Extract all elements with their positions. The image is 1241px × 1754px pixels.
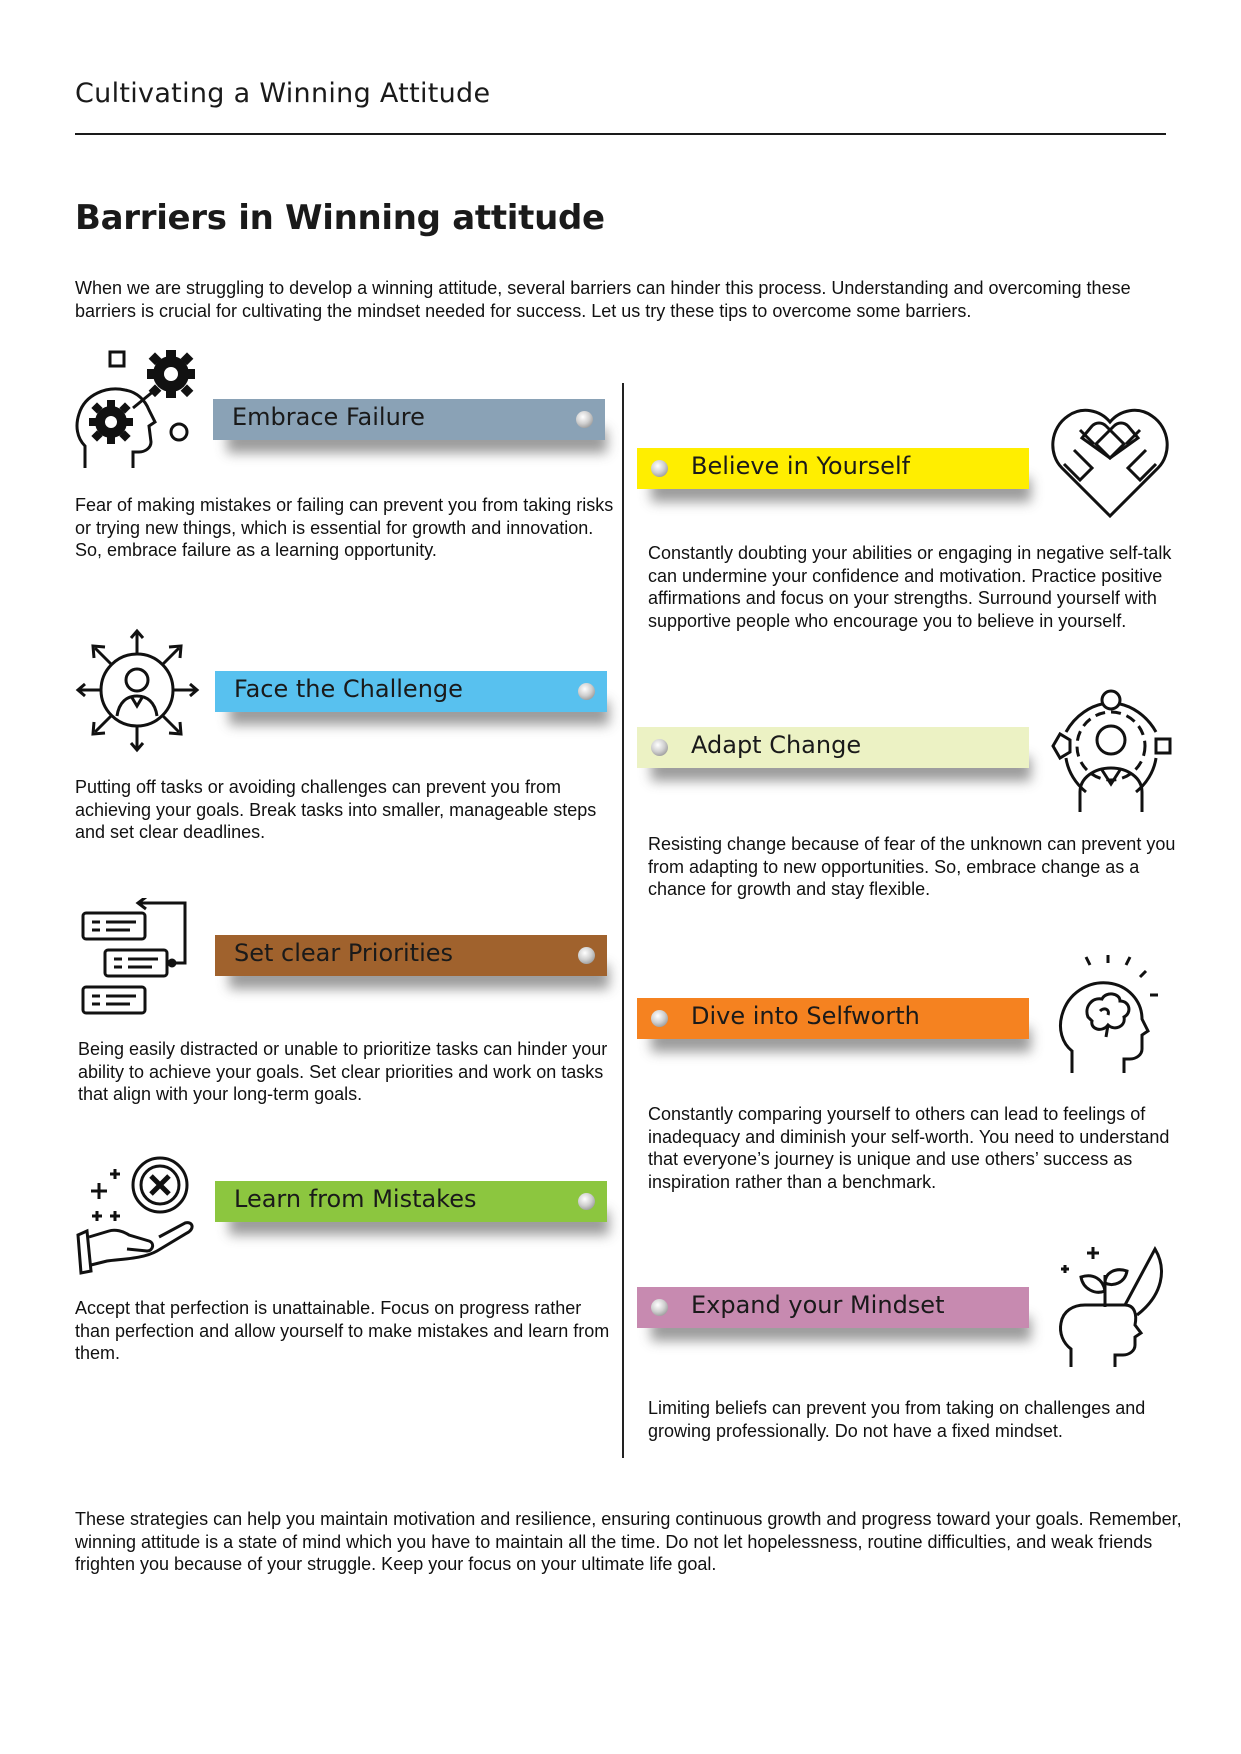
page-title: Barriers in Winning attitude bbox=[75, 198, 605, 238]
head-brain-icon bbox=[1058, 955, 1168, 1075]
adapt-change-title: Adapt Change bbox=[691, 731, 862, 759]
document-header-title: Cultivating a Winning Attitude bbox=[75, 78, 491, 109]
priority-list-icon bbox=[80, 898, 192, 1020]
banner-hole-icon bbox=[651, 460, 668, 477]
person-gear-icon bbox=[1050, 688, 1172, 814]
hand-mistake-icon bbox=[75, 1155, 200, 1275]
dive-selfworth-text: Constantly comparing yourself to others can lead to feelings of inadequacy and diminish your self-worth. You need to understand that everyone’s journey is unique and use others’ success as inspiration rather than a benchmark. bbox=[648, 1104, 1170, 1192]
believe-yourself-title: Believe in Yourself bbox=[691, 452, 911, 480]
expand-mindset-title: Expand your Mindset bbox=[691, 1291, 945, 1319]
head-plant-icon bbox=[1055, 1245, 1167, 1369]
face-challenge-banner bbox=[215, 671, 607, 712]
banner-hole-icon bbox=[651, 739, 668, 756]
banner-hole-icon bbox=[651, 1299, 668, 1316]
banner-hole-icon bbox=[576, 411, 593, 428]
learn-mistakes-text: Accept that perfection is unattainable. Focus on progress rather than perfection and allow yourself to make mistakes and learn from them. bbox=[75, 1298, 610, 1363]
set-priorities-text: Being easily distracted or unable to prioritize tasks can hinder your ability to achieve your goals. Set clear priorities and work on tasks that align with your long-term goals. bbox=[78, 1039, 608, 1104]
embrace-failure-text: Fear of making mistakes or failing can prevent you from taking risks or trying new things, which is essential for growth and innovation. So, embrace failure as a learning opportunity. bbox=[75, 495, 614, 560]
believe-yourself-text: Constantly doubting your abilities or engaging in negative self-talk can undermine your confidence and motivation. Practice positive affirmations and focus on your strengths. Surround yourself with supportive people who encourage you to believe in yourself. bbox=[648, 543, 1172, 631]
header-rule bbox=[75, 133, 1166, 135]
adapt-change-text: Resisting change because of fear of the unknown can prevent you from adapting to new opportunities. So, embrace change as a chance for growth and stay flexible. bbox=[648, 834, 1176, 899]
believe-yourself-banner bbox=[637, 448, 1029, 489]
embrace-failure-banner bbox=[213, 399, 605, 440]
banner-hole-icon bbox=[578, 947, 595, 964]
set-priorities-title: Set clear Priorities bbox=[234, 939, 454, 967]
head-gears-icon bbox=[75, 348, 200, 470]
column-divider bbox=[622, 383, 624, 1458]
embrace-failure-title: Embrace Failure bbox=[232, 403, 425, 431]
expand-mindset-text: Limiting beliefs can prevent you from taking on challenges and growing professionally. Do not have a fixed mindset. bbox=[648, 1398, 1146, 1441]
closing-paragraph: These strategies can help you maintain motivation and resilience, ensuring continuous growth and progress toward your goals. Remember, winning attitude is a state of mind which you have to maintain all the time. Do not let hopelessness, routine difficulties, and weak friends frighten you because of your struggle. Keep your focus on your ultimate life goal. bbox=[75, 1509, 1182, 1574]
heart-hands-icon bbox=[1050, 400, 1170, 518]
banner-hole-icon bbox=[578, 683, 595, 700]
face-challenge-title: Face the Challenge bbox=[234, 675, 463, 703]
dive-selfworth-title: Dive into Selfworth bbox=[691, 1002, 920, 1030]
learn-mistakes-title: Learn from Mistakes bbox=[234, 1185, 477, 1213]
face-challenge-text: Putting off tasks or avoiding challenges can prevent you from achieving your goals. Break tasks into smaller, manageable steps and set clear deadlines. bbox=[75, 777, 597, 842]
expand-mindset-banner bbox=[637, 1287, 1029, 1328]
set-priorities-banner bbox=[215, 935, 607, 976]
learn-mistakes-banner bbox=[215, 1181, 607, 1222]
dive-selfworth-banner bbox=[637, 998, 1029, 1039]
banner-hole-icon bbox=[578, 1193, 595, 1210]
banner-hole-icon bbox=[651, 1010, 668, 1027]
person-arrows-icon bbox=[75, 628, 200, 753]
intro-paragraph: When we are struggling to develop a winning attitude, several barriers can hinder this process. Understanding and overcoming these barriers is crucial for cultivating the mindset needed for success. Let us try these tips to overcome some barriers. bbox=[75, 278, 1131, 321]
adapt-change-banner bbox=[637, 727, 1029, 768]
